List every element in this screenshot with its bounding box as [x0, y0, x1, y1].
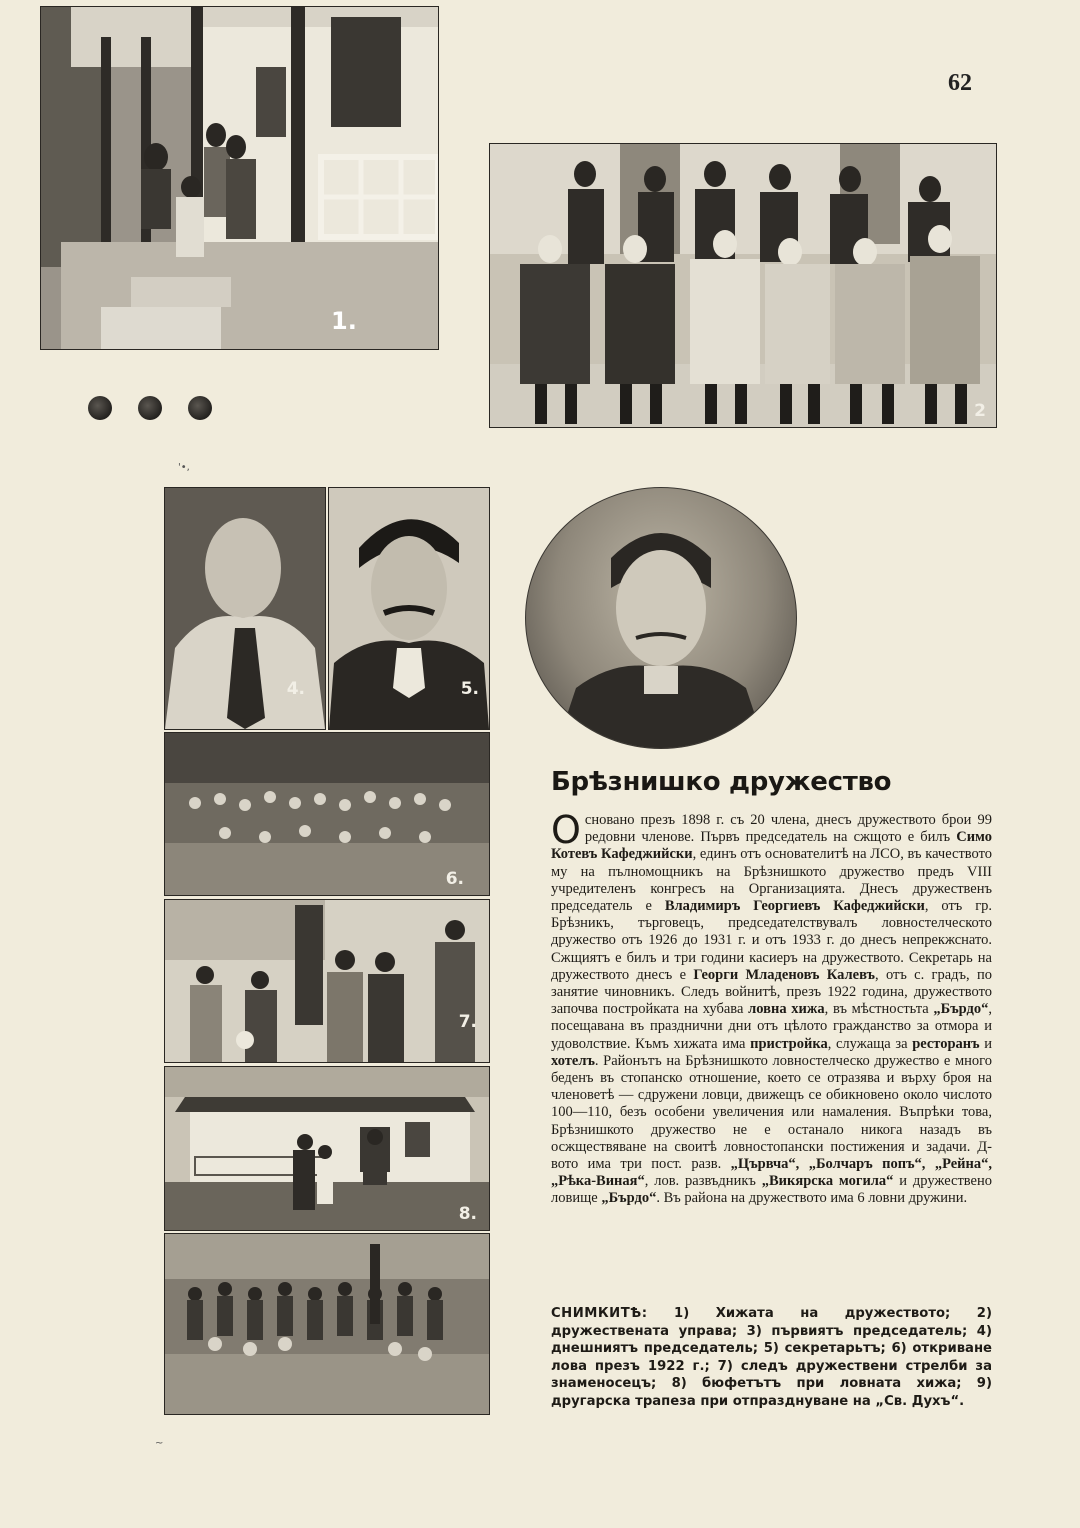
- photo-label: 5.: [460, 679, 479, 699]
- article-text: , въ мѣстностьта: [824, 1001, 934, 1018]
- article-text: , отъ с. градъ, по занятие чиновникъ. Следъ войнитѣ, презъ 1922 година, дружеството започва постройката на хубава: [551, 966, 992, 1018]
- building-illustration: [165, 1067, 489, 1230]
- article-text: , служаща за: [827, 1035, 913, 1052]
- photo-label: 1.: [331, 307, 357, 335]
- article-emphasis: „Викярска могила“: [761, 1173, 894, 1190]
- article-emphasis: Симо Котевъ Кафеджийски: [551, 829, 992, 863]
- photo-standard-bearer: [164, 899, 490, 1063]
- photo-board: [489, 143, 997, 428]
- photo-current-chairman: [164, 487, 326, 730]
- photo-label: 8.: [458, 1204, 477, 1224]
- scan-mark: ~: [155, 1438, 164, 1449]
- decorative-dots: [88, 396, 218, 422]
- photo-label: 2: [974, 401, 986, 421]
- page-number: 62: [948, 70, 972, 96]
- photo-label: 6.: [445, 869, 464, 889]
- photo-hut: [40, 6, 439, 350]
- article-emphasis: „Бърдо“: [601, 1190, 657, 1207]
- article-emphasis: ловна хижа: [748, 1001, 825, 1018]
- photo-label: 7.: [458, 1012, 477, 1032]
- article-emphasis: хотелъ: [551, 1052, 595, 1069]
- article-text: и: [979, 1035, 992, 1052]
- article-title: Брѣзнишко дружество: [551, 767, 892, 797]
- dot-2: [138, 396, 162, 420]
- article-text: , лов. развъдникъ: [644, 1173, 762, 1190]
- article-text: . Въ района на дружеството има 6 ловни дружини.: [656, 1190, 968, 1207]
- article-emphasis: „Бърдо“: [933, 1001, 989, 1018]
- article-emphasis: ресторанъ: [912, 1035, 980, 1052]
- photo-hunt-opening: [164, 732, 490, 896]
- article-emphasis: пристройка: [750, 1035, 828, 1052]
- article-text: сновано презъ 1898 г. съ 20 члена, днесъ дружеството брои 99 редовни членове. Първъ председатель на сжщото е билъ: [584, 812, 992, 846]
- article-text: , единъ отъ основателитѣ на ЛСО, въ качеството му на пълномощникъ на Брѣзнишкото дружество предъ VIII учредителенъ конгресъ на Организацията. Днесъ дружественъ председатель е: [551, 846, 992, 915]
- photo-label: 3.: [526, 488, 542, 507]
- photo-feast: [164, 1233, 490, 1415]
- drop-cap: О: [551, 812, 581, 852]
- portrait-illustration: [526, 488, 796, 748]
- dot-1: [88, 396, 112, 420]
- group-illustration: [165, 900, 489, 1062]
- photo-captions: [551, 1305, 992, 1475]
- article-text: , отъ гр. Брѣзникъ, търговецъ, председателствувалъ ловностелческото дружество отъ 1926 до 1931 г. и отъ 1933 г. до днесъ непрекжснато. Сжщиятъ е билъ и три години касиеръ на дружеството. Секретарь на дружеството днесъ е: [551, 898, 992, 983]
- article-emphasis: „Цървча“, „Болчаръ попъ“, „Рейна“, „Рѣка-Виная“: [551, 1156, 992, 1190]
- article-text: и дружествено ловище: [551, 1173, 992, 1207]
- photo-first-chairman: [525, 487, 797, 749]
- article-text: . Районътъ на Брѣзнишкото ловностелческо дружество е много беденъ въ стопанско отношение, което се отразява и върху броя на членоветѣ — сдружени ловци, движещъ се обикновено около числото 100—110, безъ особени увеличения или намаления. Въпрѣки това, Брѣзнишкото дружество не е останало никога назадъ въ осжществяване на своитѣ ловностопански постижения и задачи. Д-вото има три пост. разв.: [551, 1052, 992, 1173]
- group-illustration: [165, 1234, 489, 1414]
- dot-3: [188, 396, 212, 420]
- photo-secretary: [328, 487, 490, 730]
- article-emphasis: Владимиръ Георгиевъ Кафеджийски: [664, 898, 925, 915]
- article-text: , посещавана въ празднични дни отъ цѣлото гражданство за отмора и удоволствие. Къмъ хижата има: [551, 1001, 992, 1052]
- board-illustration: [490, 144, 996, 427]
- photo-label: 4.: [286, 679, 305, 699]
- group-illustration: [165, 733, 489, 895]
- article-emphasis: Георги Младеновъ Калевъ: [693, 966, 876, 983]
- article-body: [551, 812, 992, 1292]
- photo-buffet: [164, 1066, 490, 1231]
- hut-illustration: [41, 7, 438, 349]
- captions-label: СНИМКИТѢ:: [551, 1306, 648, 1321]
- scan-mark: '•,: [178, 462, 190, 473]
- captions-text: 1) Хижата на дружеството; 2) дружествената управа; 3) първиятъ председатель; 4) днешниятъ председатель; 5) секретарьтъ; 6) откриване лова презъ 1922 г.; 7) следъ дружествени стрелби за знаменосецъ; 8) бюфетътъ при ловната хижа; 9) другарска трапеза при отпразднуване на „Св. Духъ“.: [551, 1306, 992, 1409]
